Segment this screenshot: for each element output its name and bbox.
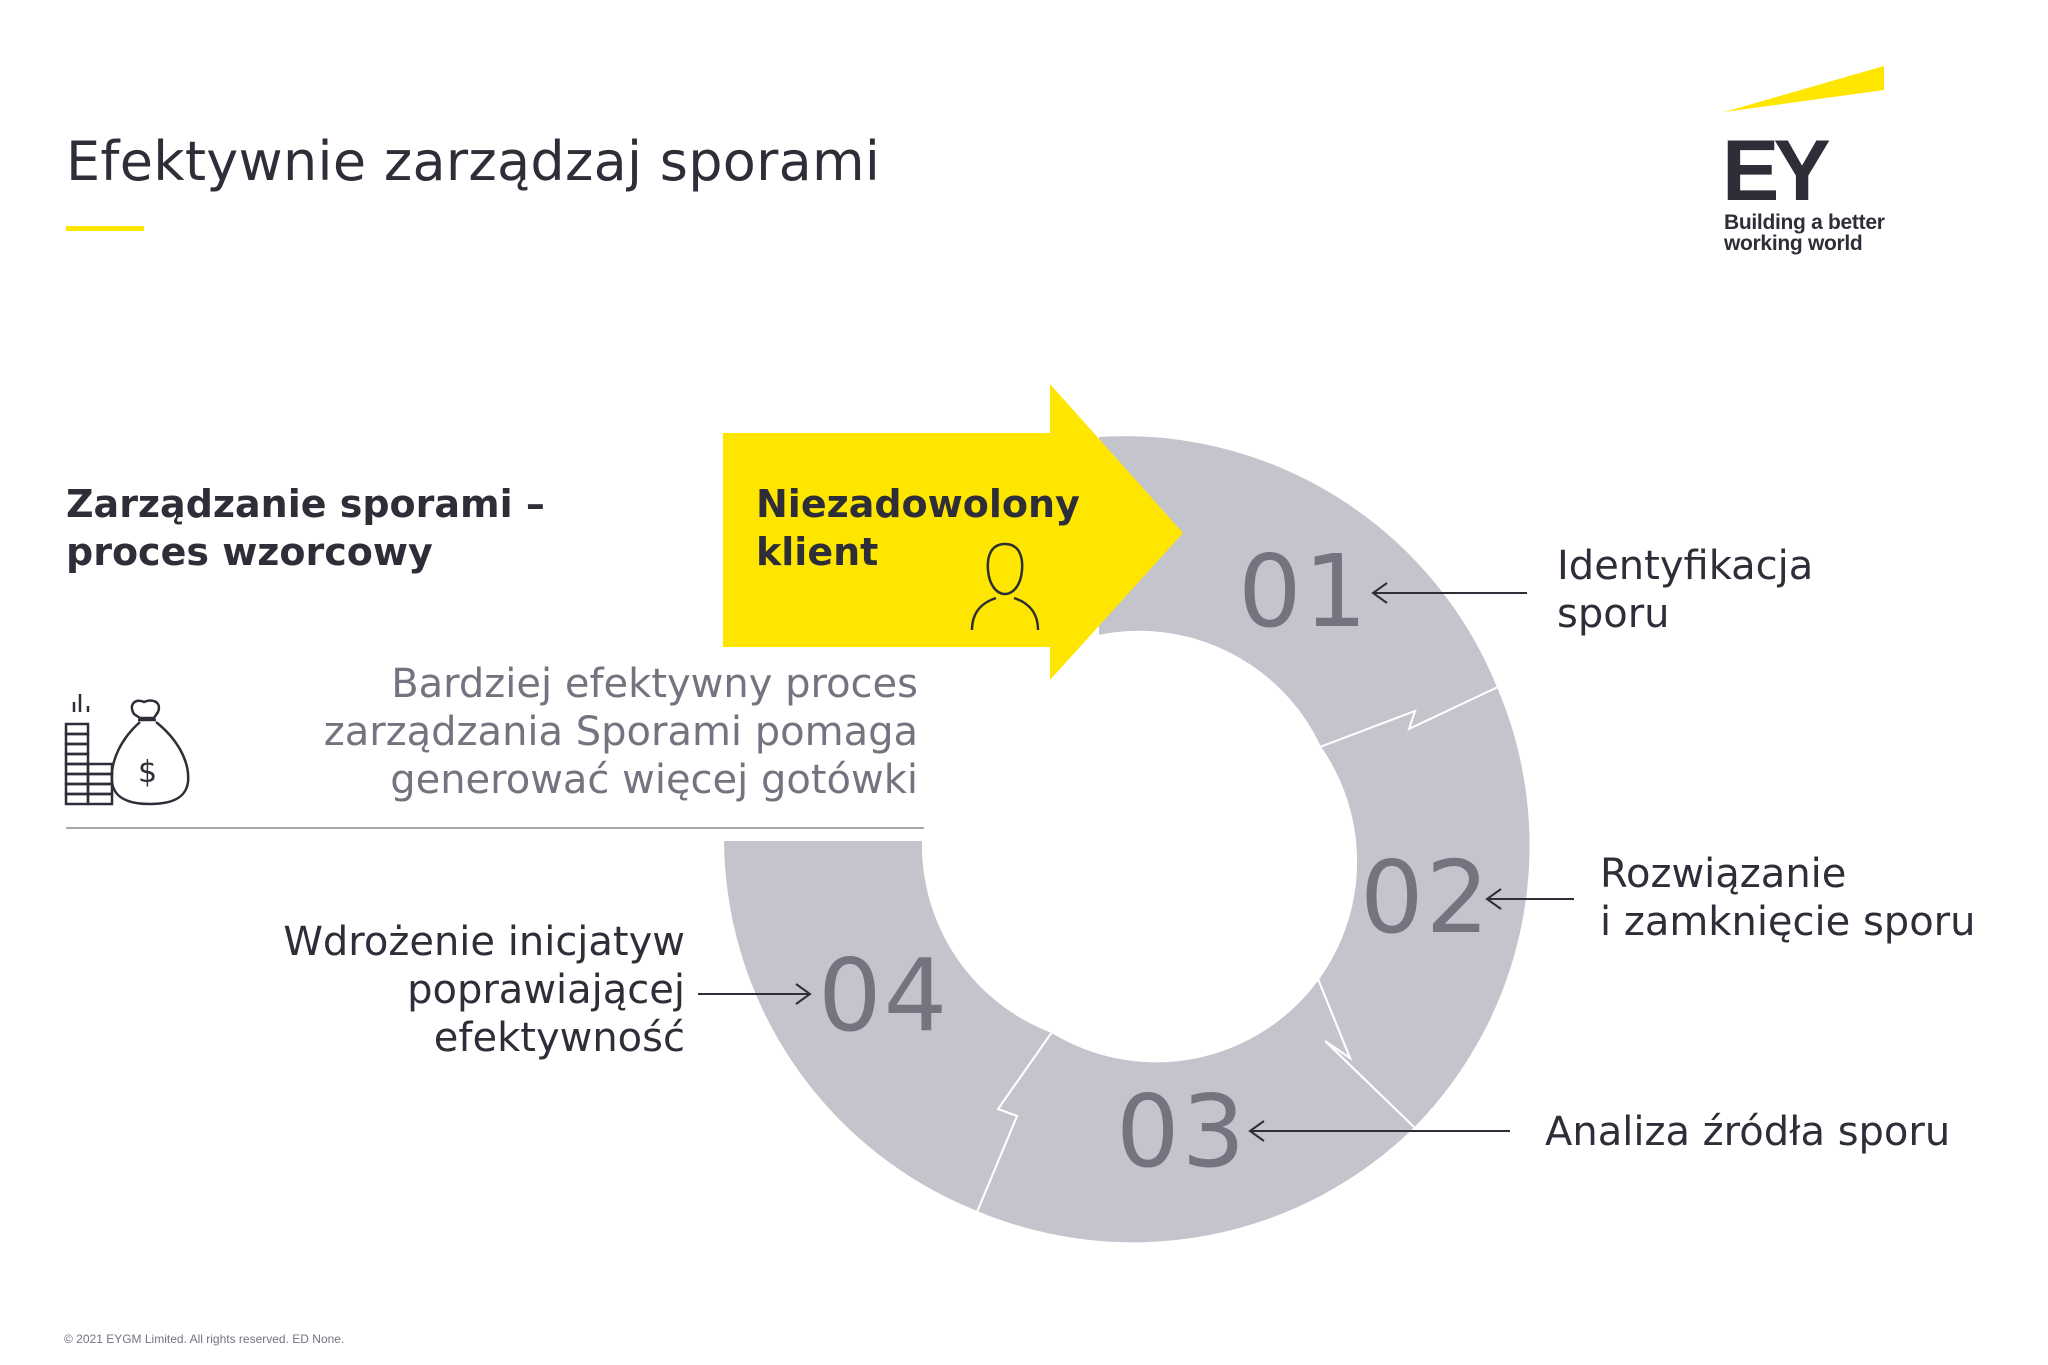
start-label-line2: klient — [756, 530, 879, 574]
start-label — [756, 480, 1096, 576]
step-label-04-line2: poprawiającej — [407, 967, 685, 1013]
step-label-02-line2: i zamknięcie sporu — [1600, 899, 1976, 945]
step-label-03 — [1545, 1108, 1950, 1156]
ey-wordmark: EY — [1722, 123, 1825, 210]
step-label-04-line1: Wdrożenie inicjatyw — [283, 919, 685, 965]
ey-tagline-line2: working world — [1724, 232, 1863, 255]
step-number-01: 01 — [1238, 533, 1370, 650]
page-title: Efektywnie zarządzaj sporami — [66, 130, 881, 193]
person-icon — [968, 540, 1042, 632]
step-label-04 — [180, 918, 685, 1062]
benefit-line2: zarządzania Sporami pomaga — [323, 709, 918, 755]
step-label-01-line2: sporu — [1557, 591, 1670, 637]
step-label-02 — [1600, 850, 1975, 946]
benefit-text — [270, 660, 918, 804]
step-label-01 — [1557, 542, 1813, 638]
step-label-03-line1: Analiza źródła sporu — [1545, 1109, 1951, 1155]
subtitle-line1: Zarządzanie sporami – — [66, 482, 545, 526]
step-label-04-line3: efektywność — [433, 1015, 685, 1061]
step-number-03: 03 — [1116, 1073, 1248, 1190]
subtitle-line2: proces wzorcowy — [66, 530, 433, 574]
step-label-02-line1: Rozwiązanie — [1600, 851, 1847, 897]
step-number-02: 02 — [1360, 839, 1492, 956]
benefit-line3: generować więcej gotówki — [390, 757, 918, 803]
step-number-04: 04 — [818, 937, 950, 1054]
money-bag-coins-icon — [62, 690, 192, 820]
copyright-footer: © 2021 EYGM Limited. All rights reserved. ED None. — [64, 1332, 345, 1346]
svg-text:$: $ — [138, 755, 158, 790]
benefit-line1: Bardziej efektywny proces — [391, 661, 918, 707]
start-label-line1: Niezadowolony — [756, 482, 1080, 526]
ey-tagline-line1: Building a better — [1724, 211, 1885, 234]
benefit-divider — [66, 827, 924, 829]
step-label-01-line1: Identyfikacja — [1557, 543, 1814, 589]
